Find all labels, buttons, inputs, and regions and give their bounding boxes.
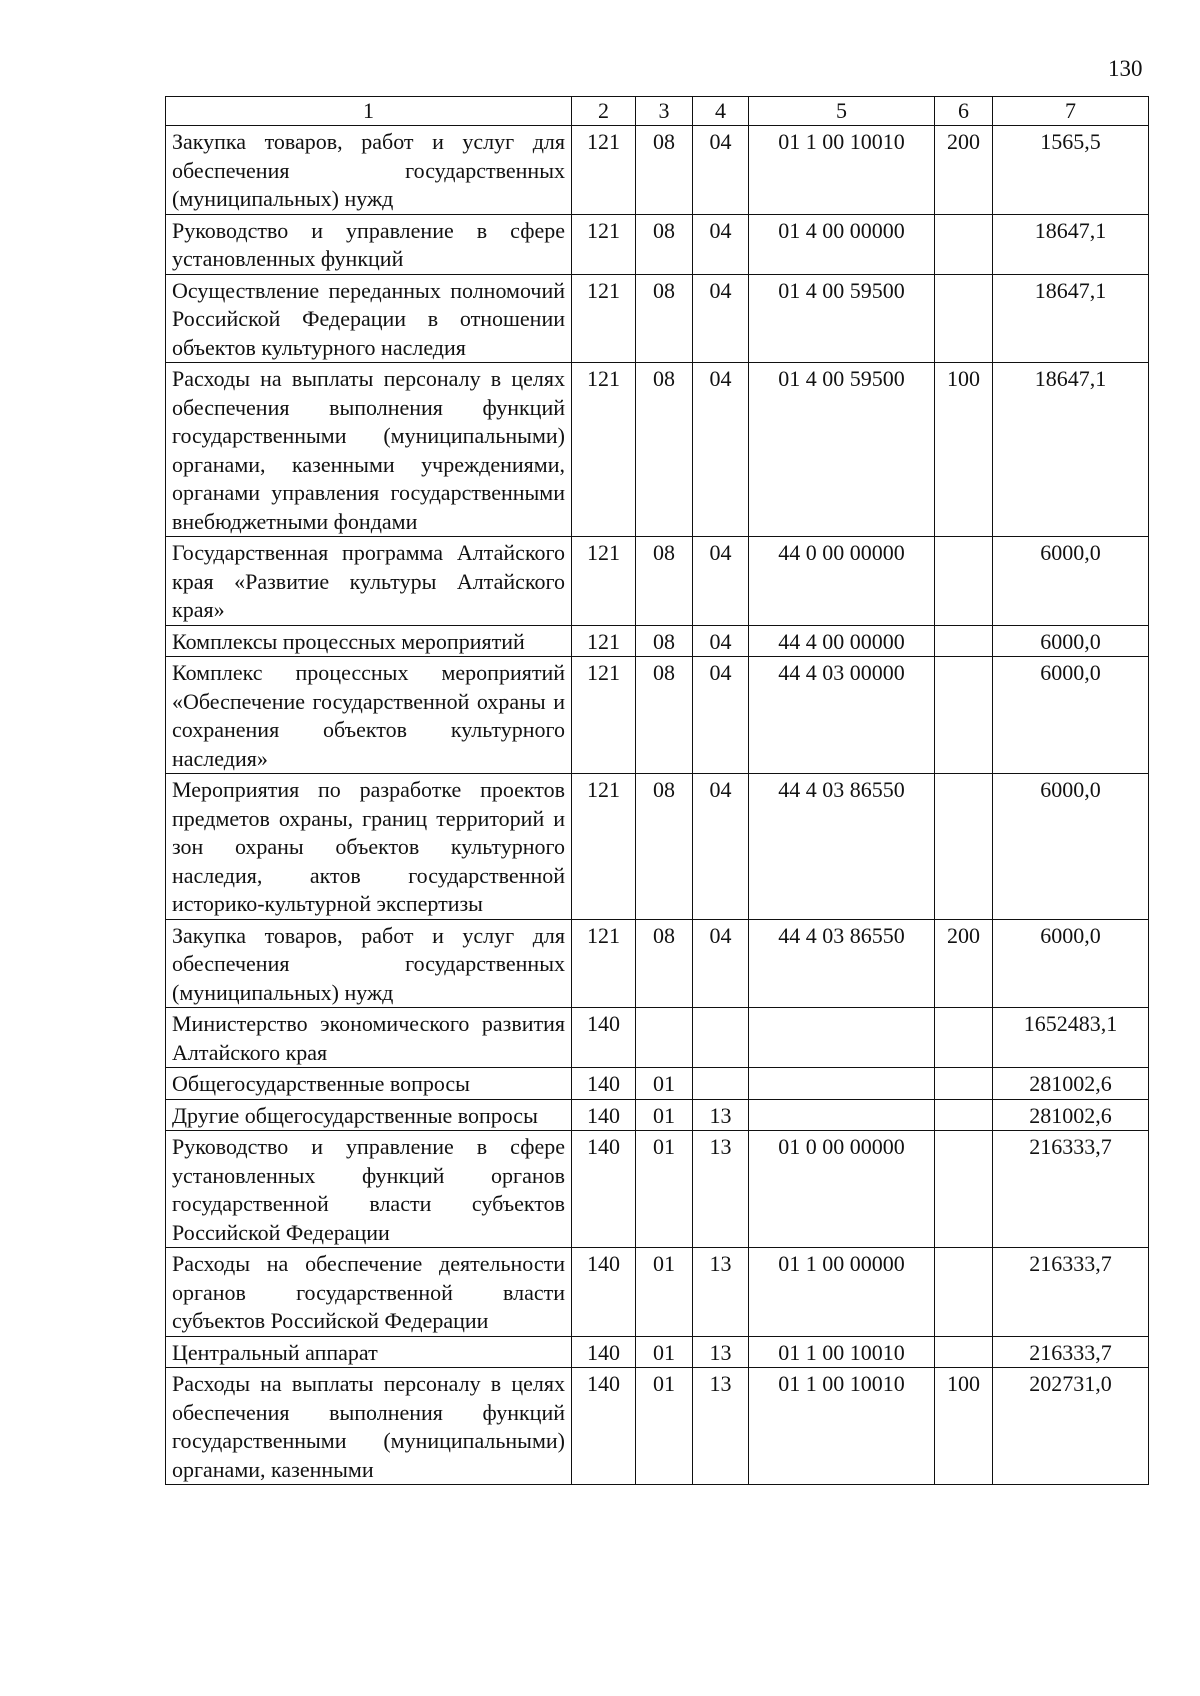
section-code: 01 xyxy=(636,1248,693,1337)
subsection-code: 04 xyxy=(693,363,749,537)
row-name: Комплексы процессных мероприятий xyxy=(166,625,572,657)
expense-type xyxy=(935,537,993,626)
target-article: 01 0 00 00000 xyxy=(749,1131,935,1248)
ministry-code: 121 xyxy=(572,625,636,657)
table-row xyxy=(166,1099,1149,1131)
subsection-code: 04 xyxy=(693,537,749,626)
amount: 1565,5 xyxy=(993,126,1149,215)
subsection-code: 04 xyxy=(693,625,749,657)
section-code: 08 xyxy=(636,274,693,363)
expense-type xyxy=(935,1248,993,1337)
ministry-code: 121 xyxy=(572,363,636,537)
amount: 6000,0 xyxy=(993,774,1149,920)
target-article: 01 1 00 10010 xyxy=(749,126,935,215)
row-name: Центральный аппарат xyxy=(166,1336,572,1368)
row-name: Расходы на выплаты персоналу в целях обеспечения выполнения функций государственными (муниципальными) органами, казенными xyxy=(166,1368,572,1485)
ministry-code: 140 xyxy=(572,1336,636,1368)
ministry-code: 121 xyxy=(572,537,636,626)
ministry-code: 121 xyxy=(572,919,636,1008)
column-header: 4 xyxy=(693,97,749,126)
amount: 281002,6 xyxy=(993,1068,1149,1100)
expense-type xyxy=(935,774,993,920)
subsection-code: 13 xyxy=(693,1248,749,1337)
column-header: 2 xyxy=(572,97,636,126)
table-row xyxy=(166,774,1149,920)
ministry-code: 140 xyxy=(572,1068,636,1100)
column-header: 6 xyxy=(935,97,993,126)
column-header: 7 xyxy=(993,97,1149,126)
target-article: 44 4 03 00000 xyxy=(749,657,935,774)
target-article: 44 4 00 00000 xyxy=(749,625,935,657)
expense-type: 100 xyxy=(935,363,993,537)
subsection-code: 13 xyxy=(693,1368,749,1485)
table-row xyxy=(166,274,1149,363)
target-article: 01 1 00 00000 xyxy=(749,1248,935,1337)
amount: 216333,7 xyxy=(993,1131,1149,1248)
amount: 1652483,1 xyxy=(993,1008,1149,1068)
table-row xyxy=(166,126,1149,215)
subsection-code: 04 xyxy=(693,214,749,274)
section-code: 01 xyxy=(636,1336,693,1368)
amount: 6000,0 xyxy=(993,657,1149,774)
ministry-code: 121 xyxy=(572,126,636,215)
ministry-code: 140 xyxy=(572,1131,636,1248)
amount: 281002,6 xyxy=(993,1099,1149,1131)
row-name: Комплекс процессных мероприятий «Обеспечение государственной охраны и сохранения объектов культурного наследия» xyxy=(166,657,572,774)
subsection-code: 04 xyxy=(693,657,749,774)
row-name: Государственная программа Алтайского края «Развитие культуры Алтайского края» xyxy=(166,537,572,626)
row-name: Расходы на обеспечение деятельности органов государственной власти субъектов Российской Федерации xyxy=(166,1248,572,1337)
expense-type xyxy=(935,1131,993,1248)
ministry-code: 140 xyxy=(572,1008,636,1068)
subsection-code xyxy=(693,1008,749,1068)
row-name: Закупка товаров, работ и услуг для обеспечения государственных (муниципальных) нужд xyxy=(166,126,572,215)
expense-type xyxy=(935,625,993,657)
expense-type xyxy=(935,657,993,774)
target-article: 44 4 03 86550 xyxy=(749,919,935,1008)
subsection-code xyxy=(693,1068,749,1100)
row-name: Другие общегосударственные вопросы xyxy=(166,1099,572,1131)
row-name: Руководство и управление в сфере установленных функций xyxy=(166,214,572,274)
expense-type xyxy=(935,1008,993,1068)
page-number: 130 xyxy=(1108,56,1143,81)
section-code: 01 xyxy=(636,1131,693,1248)
target-article: 01 4 00 59500 xyxy=(749,274,935,363)
table-row xyxy=(166,657,1149,774)
table-row xyxy=(166,1368,1149,1485)
section-code: 01 xyxy=(636,1368,693,1485)
section-code: 01 xyxy=(636,1099,693,1131)
expense-type xyxy=(935,1068,993,1100)
row-name: Расходы на выплаты персоналу в целях обеспечения выполнения функций государственными (муниципальными) органами, казенными учреждениями, органами управления государственными внебюджетными фондами xyxy=(166,363,572,537)
amount: 202731,0 xyxy=(993,1368,1149,1485)
expense-type: 200 xyxy=(935,126,993,215)
subsection-code: 04 xyxy=(693,274,749,363)
subsection-code: 04 xyxy=(693,919,749,1008)
ministry-code: 140 xyxy=(572,1248,636,1337)
ministry-code: 121 xyxy=(572,214,636,274)
column-header: 1 xyxy=(166,97,572,126)
target-article xyxy=(749,1068,935,1100)
ministry-code: 121 xyxy=(572,657,636,774)
target-article: 01 1 00 10010 xyxy=(749,1336,935,1368)
subsection-code: 04 xyxy=(693,774,749,920)
section-code: 08 xyxy=(636,919,693,1008)
expense-type xyxy=(935,274,993,363)
section-code: 01 xyxy=(636,1068,693,1100)
amount: 6000,0 xyxy=(993,625,1149,657)
ministry-code: 121 xyxy=(572,274,636,363)
target-article: 44 4 03 86550 xyxy=(749,774,935,920)
ministry-code: 140 xyxy=(572,1368,636,1485)
section-code xyxy=(636,1008,693,1068)
table-row xyxy=(166,625,1149,657)
table-row xyxy=(166,1008,1149,1068)
table-row xyxy=(166,919,1149,1008)
section-code: 08 xyxy=(636,214,693,274)
table-row xyxy=(166,214,1149,274)
subsection-code: 13 xyxy=(693,1099,749,1131)
table-row xyxy=(166,1336,1149,1368)
target-article: 01 1 00 10010 xyxy=(749,1368,935,1485)
table-row xyxy=(166,537,1149,626)
row-name: Закупка товаров, работ и услуг для обеспечения государственных (муниципальных) нужд xyxy=(166,919,572,1008)
section-code: 08 xyxy=(636,363,693,537)
column-header: 5 xyxy=(749,97,935,126)
expense-type xyxy=(935,1099,993,1131)
table-header-row xyxy=(166,97,1149,126)
column-header: 3 xyxy=(636,97,693,126)
row-name: Руководство и управление в сфере установленных функций органов государственной власти субъектов Российской Федерации xyxy=(166,1131,572,1248)
target-article xyxy=(749,1099,935,1131)
table-row xyxy=(166,363,1149,537)
expense-type: 100 xyxy=(935,1368,993,1485)
row-name: Министерство экономического развития Алтайского края xyxy=(166,1008,572,1068)
row-name: Осуществление переданных полномочий Российской Федерации в отношении объектов культурного наследия xyxy=(166,274,572,363)
amount: 6000,0 xyxy=(993,537,1149,626)
amount: 18647,1 xyxy=(993,274,1149,363)
section-code: 08 xyxy=(636,126,693,215)
subsection-code: 13 xyxy=(693,1336,749,1368)
ministry-code: 140 xyxy=(572,1099,636,1131)
target-article: 01 4 00 59500 xyxy=(749,363,935,537)
budget-table xyxy=(165,96,1149,1485)
subsection-code: 04 xyxy=(693,126,749,215)
target-article: 44 0 00 00000 xyxy=(749,537,935,626)
section-code: 08 xyxy=(636,537,693,626)
table-row xyxy=(166,1068,1149,1100)
row-name: Мероприятия по разработке проектов предметов охраны, границ территорий и зон охраны объектов культурного наследия, актов государственной историко-культурной экспертизы xyxy=(166,774,572,920)
ministry-code: 121 xyxy=(572,774,636,920)
expense-type: 200 xyxy=(935,919,993,1008)
subsection-code: 13 xyxy=(693,1131,749,1248)
table-row xyxy=(166,1131,1149,1248)
amount: 216333,7 xyxy=(993,1248,1149,1337)
amount: 18647,1 xyxy=(993,214,1149,274)
expense-type xyxy=(935,214,993,274)
amount: 6000,0 xyxy=(993,919,1149,1008)
section-code: 08 xyxy=(636,774,693,920)
section-code: 08 xyxy=(636,625,693,657)
table-row xyxy=(166,1248,1149,1337)
amount: 216333,7 xyxy=(993,1336,1149,1368)
expense-type xyxy=(935,1336,993,1368)
row-name: Общегосударственные вопросы xyxy=(166,1068,572,1100)
target-article xyxy=(749,1008,935,1068)
section-code: 08 xyxy=(636,657,693,774)
amount: 18647,1 xyxy=(993,363,1149,537)
target-article: 01 4 00 00000 xyxy=(749,214,935,274)
